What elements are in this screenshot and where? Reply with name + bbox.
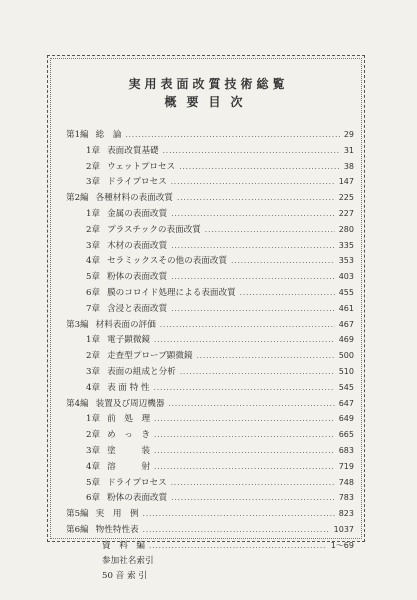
toc-entry-title: 各種材料の表面改質 — [95, 193, 174, 204]
toc-entry-number: 2章 — [86, 430, 101, 441]
toc-entry-title: 表面の組成と分析 — [107, 366, 176, 377]
toc-entry-title: ウェットプロセス — [107, 161, 176, 172]
toc-chapter-entry[interactable] — [66, 459, 354, 475]
toc-entry-title: 表 面 特 性 — [107, 382, 150, 393]
toc-entry-number: 1章 — [86, 335, 101, 346]
toc-page-number: 823 — [338, 509, 354, 519]
toc-entry-title: 膜のコロイド処理による表面改質 — [107, 287, 236, 298]
toc-page-number: 455 — [338, 287, 354, 297]
dot-leader — [143, 507, 335, 523]
toc-entry-label — [86, 254, 227, 270]
dot-leader — [231, 254, 335, 270]
toc-part-entry[interactable] — [66, 127, 354, 143]
toc-entry-number: 第5編 — [66, 509, 89, 520]
toc-page-number: 403 — [338, 272, 354, 282]
toc-page-number: 38 — [343, 161, 354, 171]
toc-entry-title: 材料表面の評価 — [95, 319, 156, 330]
toc-appendix-entry[interactable] — [66, 538, 354, 554]
toc-entry-label — [86, 175, 167, 191]
dot-leader — [179, 160, 340, 176]
dot-leader — [154, 460, 335, 476]
toc-entry-label — [86, 412, 150, 428]
toc-entry-title: 含浸と表面改質 — [107, 303, 168, 314]
toc-entry-number: 3章 — [86, 240, 101, 251]
toc-entry-title: ドライプロセス — [107, 177, 167, 188]
dot-leader — [149, 539, 327, 555]
toc-entry-title: 50 音 索 引 — [102, 571, 147, 582]
toc-entry-number: 1章 — [86, 145, 101, 156]
toc-chapter-entry[interactable] — [66, 427, 354, 443]
toc-chapter-entry[interactable] — [66, 269, 354, 285]
dot-leader — [197, 349, 335, 365]
toc-entry-label — [86, 491, 167, 507]
toc-chapter-entry[interactable] — [66, 301, 354, 317]
toc-entry-label — [102, 569, 147, 585]
toc-page-number: 649 — [338, 414, 354, 424]
toc-entry-label — [86, 239, 167, 255]
toc-entry-label — [66, 523, 139, 539]
toc-entry-title: 塗 装 — [107, 445, 151, 456]
toc-entry-title: 前 処 理 — [107, 414, 151, 425]
dot-leader — [240, 286, 335, 302]
toc-entry-title: 木材の表面改質 — [107, 240, 168, 251]
toc-chapter-entry[interactable] — [66, 253, 354, 269]
toc-chapter-entry[interactable] — [66, 238, 354, 254]
toc-entry-label — [86, 270, 167, 286]
toc-entry-number: 1章 — [86, 414, 101, 425]
book-title: 実用表面改質技術総覧 — [128, 77, 289, 91]
toc-entry-number: 1章 — [86, 208, 101, 219]
toc-entry-number: 2章 — [86, 351, 101, 362]
dot-leader — [154, 333, 335, 349]
toc-entry-label — [86, 460, 150, 476]
toc-entry-number: 2章 — [86, 224, 101, 235]
toc-page-number: 280 — [338, 224, 354, 234]
toc-entry-label — [66, 128, 121, 144]
table-of-contents — [66, 127, 354, 585]
toc-entry-number: 第4編 — [66, 398, 89, 409]
toc-chapter-entry[interactable] — [66, 285, 354, 301]
toc-entry-label — [86, 286, 236, 302]
toc-entry-title: ドライプロセス — [107, 477, 167, 488]
toc-entry-number: 3章 — [86, 366, 101, 377]
toc-chapter-entry[interactable] — [66, 174, 354, 190]
dot-leader — [168, 397, 334, 413]
toc-entry-title: め っ き — [107, 430, 151, 441]
dot-leader — [171, 476, 335, 492]
toc-entry-number: 5章 — [86, 477, 101, 488]
toc-entry-number: 3章 — [86, 445, 101, 456]
toc-page-number: 31 — [343, 145, 354, 155]
toc-entry-title: 参加社名索引 — [102, 555, 154, 566]
toc-entry-label — [66, 507, 139, 523]
toc-entry-number: 4章 — [86, 461, 101, 472]
toc-page-number: 545 — [338, 382, 354, 392]
dot-leader — [177, 191, 335, 207]
toc-entry-label — [86, 160, 175, 176]
toc-chapter-entry[interactable] — [66, 475, 354, 491]
dot-leader — [163, 144, 340, 160]
dot-leader — [171, 302, 334, 318]
toc-page-number: 665 — [338, 430, 354, 440]
toc-part-entry[interactable] — [66, 506, 354, 522]
toc-entry-label — [102, 554, 154, 570]
dot-leader — [171, 239, 334, 255]
dot-leader — [180, 365, 335, 381]
toc-entry-number: 7章 — [86, 303, 101, 314]
toc-entry-label — [86, 365, 176, 381]
toc-entry-label — [86, 207, 167, 223]
toc-page-number: 748 — [338, 477, 354, 487]
toc-entry-number: 第6編 — [66, 524, 89, 535]
dot-leader — [154, 412, 335, 428]
toc-part-entry[interactable] — [66, 522, 354, 538]
toc-entry-title: 電子顕微鏡 — [107, 335, 151, 346]
toc-page-number: 29 — [343, 130, 354, 139]
toc-page-number: 500 — [338, 351, 354, 361]
toc-entry-number: 6章 — [86, 493, 101, 504]
toc-entry-label — [86, 381, 150, 397]
toc-page-number: 1～69 — [330, 540, 354, 550]
toc-chapter-entry[interactable] — [66, 348, 354, 364]
dot-leader — [154, 381, 335, 397]
toc-entry-title: 溶 射 — [107, 461, 151, 472]
toc-entry-title: 総 論 — [95, 130, 122, 140]
toc-page-number: 461 — [338, 303, 354, 313]
toc-chapter-entry[interactable] — [66, 364, 354, 380]
toc-appendix-entry[interactable] — [66, 554, 354, 570]
toc-entry-title: セラミックスその他の表面改質 — [107, 256, 228, 267]
toc-entry-title: 実 用 例 — [95, 509, 139, 520]
toc-appendix-entry[interactable] — [66, 569, 354, 585]
toc-entry-title: 粉体の表面改質 — [107, 272, 168, 283]
toc-entry-number: 第3編 — [66, 319, 89, 330]
toc-entry-number: 第1編 — [66, 130, 89, 140]
toc-page-number: 783 — [338, 493, 354, 503]
toc-page-number: 335 — [338, 240, 354, 250]
toc-page-number: 147 — [338, 177, 354, 187]
dot-leader — [154, 444, 335, 460]
toc-page-number: 467 — [338, 319, 354, 329]
toc-entry-number: 6章 — [86, 287, 101, 298]
dot-leader — [143, 523, 330, 539]
toc-entry-number: 第2編 — [66, 193, 89, 204]
toc-chapter-entry[interactable] — [66, 222, 354, 238]
toc-entry-label — [86, 333, 150, 349]
toc-page-number: 225 — [338, 193, 354, 203]
toc-part-entry[interactable] — [66, 190, 354, 206]
toc-chapter-entry[interactable] — [66, 490, 354, 506]
toc-entry-number: 5章 — [86, 272, 101, 283]
toc-entry-label — [102, 539, 145, 555]
toc-entry-label — [86, 349, 193, 365]
toc-chapter-entry[interactable] — [66, 159, 354, 175]
toc-entry-label — [86, 144, 159, 160]
toc-page-number: 683 — [338, 445, 354, 455]
toc-chapter-entry[interactable] — [66, 443, 354, 459]
toc-page-number: 510 — [338, 366, 354, 376]
toc-chapter-entry[interactable] — [66, 206, 354, 222]
toc-entry-title: 表面改質基礎 — [107, 145, 159, 156]
toc-part-entry[interactable] — [66, 396, 354, 412]
toc-chapter-entry[interactable] — [66, 380, 354, 396]
toc-entry-label — [86, 302, 167, 318]
dot-leader — [160, 318, 335, 334]
toc-entry-title: 物性特性表 — [95, 524, 139, 535]
toc-page-number: 469 — [338, 335, 354, 345]
toc-page-number: 353 — [338, 256, 354, 266]
toc-entry-title: プラスチックの表面改質 — [107, 224, 201, 235]
dot-leader — [154, 428, 335, 444]
dot-leader — [171, 491, 334, 507]
toc-chapter-entry[interactable] — [66, 143, 354, 159]
toc-entry-label — [86, 428, 150, 444]
toc-page-number: 1037 — [333, 524, 354, 534]
toc-chapter-entry[interactable] — [66, 332, 354, 348]
toc-entry-title: 粉体の表面改質 — [107, 493, 168, 504]
toc-entry-title: 走査型プローブ顕微鏡 — [107, 351, 193, 362]
toc-chapter-entry[interactable] — [66, 411, 354, 427]
toc-entry-label — [66, 318, 156, 334]
toc-entry-label — [86, 223, 201, 239]
dot-leader — [171, 175, 335, 191]
toc-heading: 概要目次 — [164, 95, 253, 109]
toc-page-number: 719 — [338, 461, 354, 471]
toc-page-number: 647 — [338, 398, 354, 408]
dot-leader — [125, 128, 339, 144]
toc-entry-number: 2章 — [86, 161, 101, 172]
toc-entry-title: 資 料 編 — [102, 540, 145, 551]
toc-entry-number: 4章 — [86, 256, 101, 267]
toc-entry-label — [66, 191, 173, 207]
toc-entry-title: 金属の表面改質 — [107, 208, 168, 219]
toc-entry-label — [86, 476, 167, 492]
toc-part-entry[interactable] — [66, 317, 354, 333]
toc-entry-number: 4章 — [86, 382, 101, 393]
toc-entry-label — [66, 397, 164, 413]
toc-page-number: 227 — [338, 208, 354, 218]
toc-entry-title: 装置及び周辺機器 — [95, 398, 165, 409]
dot-leader — [171, 270, 334, 286]
dot-leader — [205, 223, 335, 239]
toc-entry-label — [86, 444, 150, 460]
toc-entry-number: 3章 — [86, 177, 101, 188]
dot-leader — [171, 207, 334, 223]
